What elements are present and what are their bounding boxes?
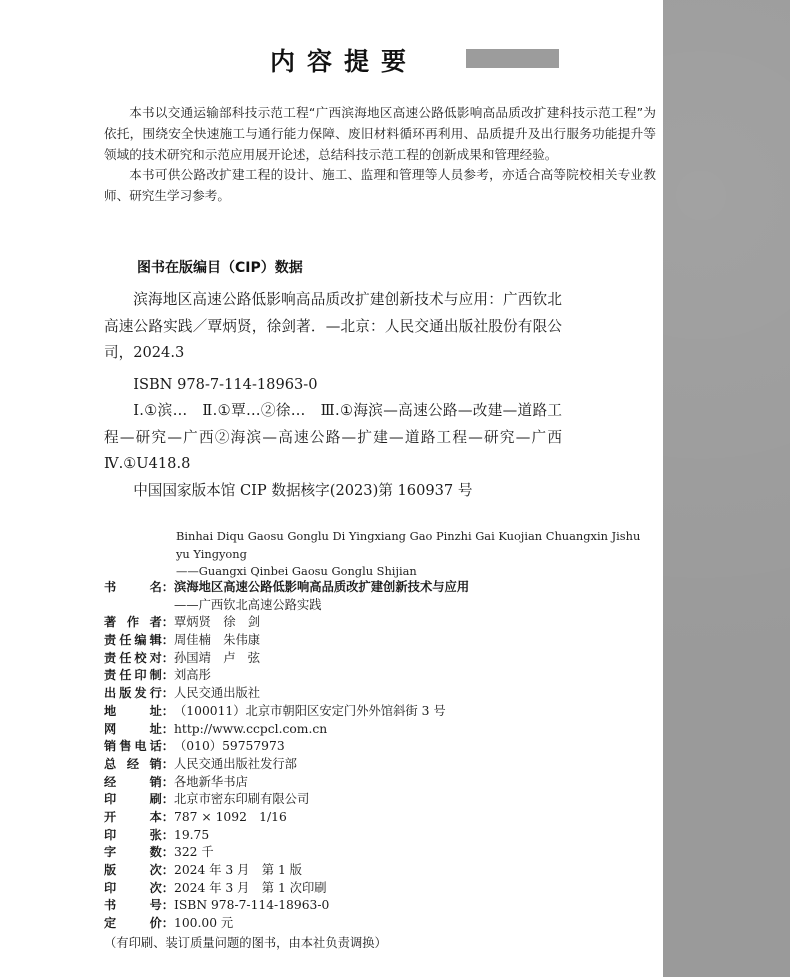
colophon-row xyxy=(104,632,656,650)
colophon-row xyxy=(104,791,656,809)
colophon-value: 刘高彤 xyxy=(174,668,211,683)
colophon-label: 地 址： xyxy=(104,703,174,718)
colophon-value: 人民交通出版社发行部 xyxy=(174,756,297,771)
cip-isbn: ISBN 978-7-114-18963-0 xyxy=(133,375,318,393)
colophon-label: 版 次： xyxy=(104,863,174,877)
colophon-row xyxy=(104,915,656,933)
colophon-value: 各地新华书店 xyxy=(174,774,248,789)
gray-side-strip xyxy=(663,0,790,977)
pinyin-line-3: ——Guangxi Qinbei Gaosu Gonglu Shijian xyxy=(176,564,417,578)
colophon-value: 19.75 xyxy=(174,827,210,842)
colophon-label: 责 任 校 对： xyxy=(104,650,174,665)
colophon-label: 印 刷： xyxy=(104,792,174,807)
colophon-value: 人民交通出版社 xyxy=(174,686,261,701)
colophon-row xyxy=(104,774,656,792)
colophon-label: 开 本： xyxy=(104,809,174,824)
colophon-label: 经 销： xyxy=(104,774,174,789)
colophon-row-title xyxy=(104,579,656,597)
colophon-label: 定 价： xyxy=(104,916,174,931)
colophon-row xyxy=(104,827,656,845)
colophon-label: 销 售 电 话： xyxy=(104,739,174,754)
colophon-value: 周佳楠 朱伟康 xyxy=(174,633,261,648)
colophon-value: （100011）北京市朝阳区安定门外外馆斜街 3 号 xyxy=(174,703,446,718)
colophon-row xyxy=(104,614,656,632)
colophon-rows xyxy=(104,614,656,932)
page-title: 内容提要 xyxy=(270,47,419,76)
colophon-value: 787 × 1092 1/16 xyxy=(174,809,287,824)
colophon-value: 100.00 元 xyxy=(174,916,234,931)
colophon-value: 滨海地区高速公路低影响高品质改扩建创新技术与应用 xyxy=(174,580,470,594)
summary-paragraph-1: 本书以交通运输部科技示范工程“广西滨海地区高速公路低影响高品质改扩建科技示范工程”为依托，围绕安全快速施工与通行能力保障、废旧材料循环再利用、品质提升及出行服务功能提升等领域的技术研究和示范应用展开论述，总结科技示范工程的创新成果和管理经验。 xyxy=(104,105,656,162)
colophon-subtitle: ——广西钦北高速公路实践 xyxy=(174,597,322,612)
colophon-row xyxy=(104,650,656,668)
colophon-value: http://www.ccpcl.com.cn xyxy=(174,721,328,736)
title-decoration-bar xyxy=(466,49,559,68)
colophon-table xyxy=(104,579,656,933)
colophon-row xyxy=(104,703,656,721)
summary-section xyxy=(104,103,656,207)
cip-data-block xyxy=(104,287,577,504)
colophon-label: 网 址： xyxy=(104,721,174,736)
colophon-value: ISBN 978-7-114-18963-0 xyxy=(174,898,330,913)
colophon-value: 孙国靖 卢 弦 xyxy=(174,650,261,665)
cip-record: 滨海地区高速公路低影响高品质改扩建创新技术与应用：广西钦北高速公路实践／覃炳贤，徐剑著．—北京：人民交通出版社股份有限公司，2024.3 xyxy=(104,291,562,361)
summary-paragraph-2: 本书可供公路改扩建工程的设计、施工、监理和管理等人员参考，亦适合高等院校相关专业教师、研究生学习参考。 xyxy=(104,167,656,204)
colophon-value: 北京市密东印刷有限公司 xyxy=(174,792,310,807)
colophon-row xyxy=(104,756,656,774)
colophon-label: 印 次： xyxy=(104,880,174,895)
colophon-row xyxy=(104,809,656,827)
pinyin-line-2: yu Yingyong xyxy=(176,546,247,561)
pinyin-line-1: Binhai Diqu Gaosu Gonglu Di Yingxiang Gao Pinzhi Gai Kuojian Chuangxin Jishu xyxy=(176,529,641,543)
colophon-label: 字 数： xyxy=(104,845,174,860)
colophon-label: 印 张： xyxy=(104,827,174,842)
colophon-row xyxy=(104,880,656,898)
cip-heading: 图书在版编目（CIP）数据 xyxy=(137,260,303,276)
colophon-row xyxy=(104,667,656,685)
quality-note: （有印刷、装订质量问题的图书，由本社负责调换） xyxy=(104,936,387,950)
colophon-label: 总 经 销： xyxy=(104,756,174,771)
colophon-label: 责 任 印 制： xyxy=(104,668,174,683)
pinyin-title xyxy=(176,528,656,581)
colophon-row xyxy=(104,721,656,739)
colophon-row xyxy=(104,897,656,915)
colophon-row xyxy=(104,862,656,880)
colophon-value: 覃炳贤 徐 剑 xyxy=(174,615,261,630)
colophon-row xyxy=(104,685,656,703)
colophon-label: 书 号： xyxy=(104,898,174,913)
colophon-row-subtitle xyxy=(104,597,656,615)
colophon-value: 2024 年 3 月 第 1 版 xyxy=(174,863,302,877)
cip-verification: 中国国家版本馆 CIP 数据核字(2023)第 160937 号 xyxy=(133,481,473,499)
colophon-label: 责 任 编 辑： xyxy=(104,633,174,648)
colophon-label: 出 版 发 行： xyxy=(104,686,174,701)
colophon-label: 著 作 者： xyxy=(104,615,174,630)
cip-classification: Ⅰ.①滨… Ⅱ.①覃…②徐… Ⅲ.①海滨—高速公路—改建—道路工程—研究—广西②海滨—高速公路—扩建—道路工程—研究—广西 Ⅳ.①U418.8 xyxy=(104,402,577,472)
colophon-row xyxy=(104,738,656,756)
colophon-value: （010）59757973 xyxy=(174,739,285,754)
colophon-label: 书 名： xyxy=(104,580,174,594)
colophon-row xyxy=(104,844,656,862)
colophon-value: 322 千 xyxy=(174,845,214,860)
colophon-value: 2024 年 3 月 第 1 次印刷 xyxy=(174,880,327,895)
